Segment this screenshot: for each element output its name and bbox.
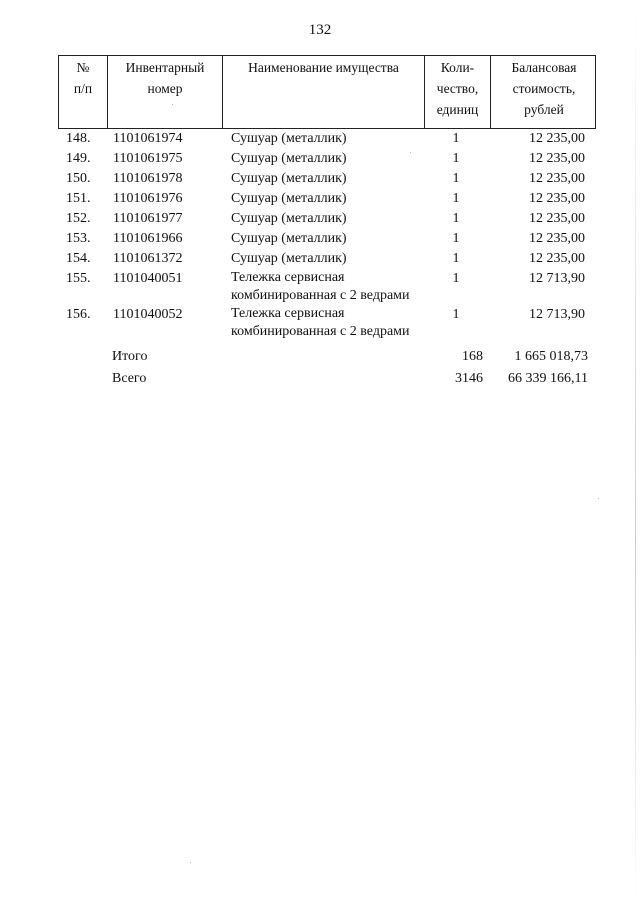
table-row	[58, 249, 596, 269]
header-num-line: №	[76, 60, 90, 75]
header-num	[59, 56, 107, 128]
inventory-number: 1101061372	[113, 251, 183, 266]
scan-speck	[598, 498, 599, 499]
inventory-number: 1101061976	[113, 191, 183, 206]
inventory-number: 1101061975	[113, 151, 183, 166]
item-name: Сушуар (металлик)	[231, 251, 347, 266]
grand-totals-label: Всего	[112, 371, 147, 386]
scan-speck	[410, 152, 411, 153]
row-number: 148.	[66, 131, 91, 146]
item-quantity: 1	[452, 131, 460, 146]
item-cost: 12 235,00	[529, 231, 585, 246]
inventory-number: 1101061974	[113, 131, 183, 146]
table-row	[58, 129, 596, 149]
table-row	[58, 209, 596, 229]
item-cost: 12 235,00	[529, 171, 585, 186]
item-cost: 12 235,00	[529, 151, 585, 166]
inventory-number: 1101040051	[113, 271, 183, 286]
header-name	[222, 56, 424, 128]
item-cost: 12 235,00	[529, 131, 585, 146]
header-cost-line: стоимость,	[512, 81, 576, 96]
row-number: 150.	[66, 171, 91, 186]
item-name: Сушуар (металлик)	[231, 211, 347, 226]
totals-quantity: 168	[462, 349, 483, 364]
inventory-number: 1101061978	[113, 171, 183, 186]
item-name-line: Тележка сервисная	[231, 306, 345, 321]
item-name: Сушуар (металлик)	[231, 151, 347, 166]
property-table	[58, 55, 596, 390]
item-quantity: 1	[452, 151, 460, 166]
item-quantity: 1	[452, 307, 460, 322]
totals-label: Итого	[112, 349, 148, 364]
header-qty	[424, 56, 490, 128]
item-name: Сушуар (металлик)	[231, 231, 347, 246]
item-name: Сушуар (металлик)	[231, 171, 347, 186]
inventory-number: 1101040052	[113, 307, 183, 322]
grand-totals-quantity: 3146	[455, 371, 483, 386]
grand-totals-cost: 66 339 166,11	[508, 371, 588, 386]
table-row	[58, 229, 596, 249]
item-name-line: комбинированная с 2 ведрами	[231, 324, 410, 339]
scan-edge-shadow	[635, 0, 636, 905]
item-name	[221, 269, 423, 305]
empty-cell	[58, 368, 106, 390]
table-row	[58, 189, 596, 209]
item-cost: 12 235,00	[529, 211, 585, 226]
item-quantity: 1	[452, 251, 460, 266]
empty-cell	[58, 346, 106, 368]
scan-speck	[172, 104, 173, 105]
header-qty-line: Коли-	[440, 60, 475, 75]
row-number: 155.	[66, 271, 91, 286]
empty-cell	[221, 368, 423, 390]
header-qty-line: чество,	[436, 81, 479, 96]
item-name: Сушуар (металлик)	[231, 131, 347, 146]
header-inventory	[107, 56, 222, 128]
table-row	[58, 305, 596, 341]
item-quantity: 1	[452, 191, 460, 206]
item-cost: 12 713,90	[529, 271, 585, 286]
item-name	[221, 305, 423, 341]
empty-cell	[221, 346, 423, 368]
row-number: 152.	[66, 211, 91, 226]
header-cost-line: Балансовая	[511, 60, 577, 75]
item-name-line: Тележка сервисная	[231, 270, 345, 285]
scan-speck	[190, 862, 191, 863]
grand-totals-row	[58, 368, 596, 390]
header-cost	[490, 56, 597, 128]
row-number: 154.	[66, 251, 91, 266]
item-cost: 12 713,90	[529, 307, 585, 322]
header-name-line: Наименование имущества	[248, 60, 399, 75]
item-quantity: 1	[452, 271, 460, 286]
item-cost: 12 235,00	[529, 191, 585, 206]
item-cost: 12 235,00	[529, 251, 585, 266]
row-number: 153.	[66, 231, 91, 246]
inventory-number: 1101061966	[113, 231, 183, 246]
row-number: 149.	[66, 151, 91, 166]
table-row	[58, 269, 596, 305]
header-qty-line: единиц	[436, 102, 479, 117]
table-row	[58, 149, 596, 169]
header-num-line: п/п	[73, 81, 93, 96]
header-inventory-line: Инвентарный	[125, 60, 205, 75]
totals-cost: 1 665 018,73	[514, 349, 588, 364]
header-inventory-line: номер	[147, 81, 183, 96]
totals-row	[58, 346, 596, 368]
item-quantity: 1	[452, 171, 460, 186]
item-quantity: 1	[452, 231, 460, 246]
row-number: 151.	[66, 191, 91, 206]
item-quantity: 1	[452, 211, 460, 226]
inventory-number: 1101061977	[113, 211, 183, 226]
table-header	[58, 55, 596, 129]
item-name: Сушуар (металлик)	[231, 191, 347, 206]
page-number: 132	[308, 22, 332, 38]
header-cost-line: рублей	[524, 102, 564, 117]
item-name-line: комбинированная с 2 ведрами	[231, 288, 410, 303]
row-number: 156.	[66, 307, 91, 322]
table-row	[58, 169, 596, 189]
